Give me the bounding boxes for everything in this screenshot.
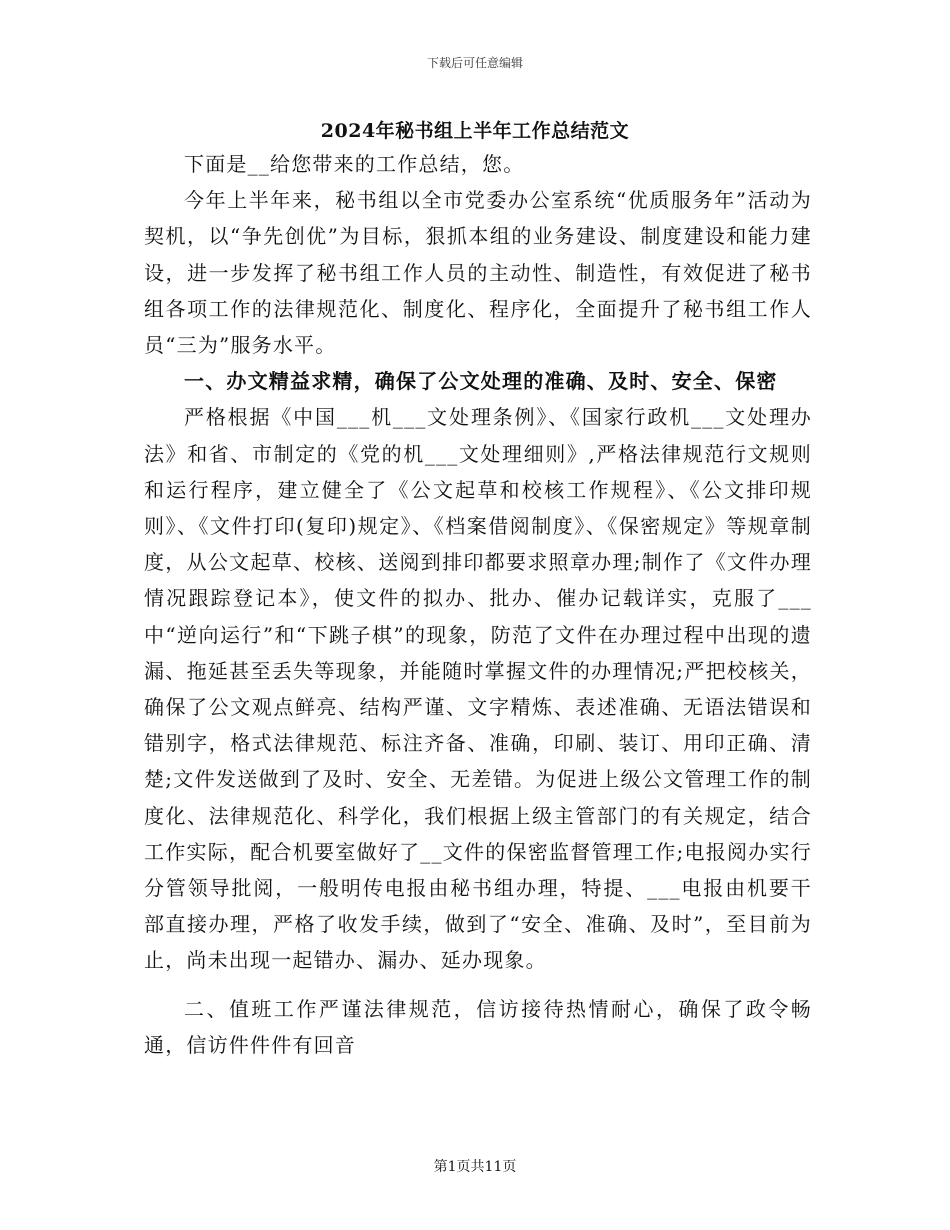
document-body <box>144 146 812 1063</box>
page-footer: 第1页共11页 <box>433 1159 517 1175</box>
header-note: 下载后可任意编辑 <box>426 56 523 70</box>
section-heading-1: 一、办文精益求精，确保了公文处理的准确、及时、安全、保密 <box>184 369 778 394</box>
intro-paragraph: 下面是__给您带来的工作总结，您。 <box>184 152 525 176</box>
document-title: 2024年秘书组上半年工作总结范文 <box>320 120 630 142</box>
summary-paragraph: 今年上半年来，秘书组以全市党委办公室系统“优质服务年”活动为契机，以“争先创优”为目标，狠抓本组的业务建设、制度建设和能力建设，进一步发挥了秘书组工作人员的主动性、制造性，有效促进了秘书组各项工作的法律规范化、制度化、程序化，全面提升了秘书组工作人员“三为”服务水平。 <box>144 188 812 358</box>
section-heading-2: 二、值班工作严谨法律规范，信访接待热情耐心，确保了政令畅通，信访件件件有回音 <box>144 996 812 1057</box>
section-1-paragraph: 严格根据《中国___机___文处理条例》、《国家行政机___文处理办法》和省、市制定的《党的机___文处理细则》,严格法律规范行文规则和运行程序，建立健全了《公文起草和校核工作规程》、《公文排印规则》、《文件打印(复印)规定》、《档案借阅制度》、《保密规定》等规章制度，从公文起草、校核、送阅到排印都要求照章办理;制作了《文件办理情况跟踪登记本》，使文件的拟办、批办、催办记载详实，克服了___中“逆向运行”和“下跳子棋”的现象，防范了文件在办理过程中出现的遗漏、拖延甚至丢失等现象，并能随时掌握文件的办理情况;严把校核关，确保了公文观点鲜亮、结构严谨、文字精炼、表述准确、无语法错误和错别字，格式法律规范、标注齐备、准确，印刷、装订、用印正确、清楚;文件发送做到了及时、安全、无差错。为促进上级公文管理工作的制度化、法律规范化、科学化，我们根据上级主管部门的有关规定，结合工作实际，配合机要室做好了__文件的保密监督管理工作;电报阅办实行分管领导批阅，一般明传电报由秘书组办理，特提、___电报由机要干部直接办理，严格了收发手续，做到了“安全、准确、及时”，至目前为止，尚未出现一起错办、漏办、延办现象。 <box>144 405 812 973</box>
